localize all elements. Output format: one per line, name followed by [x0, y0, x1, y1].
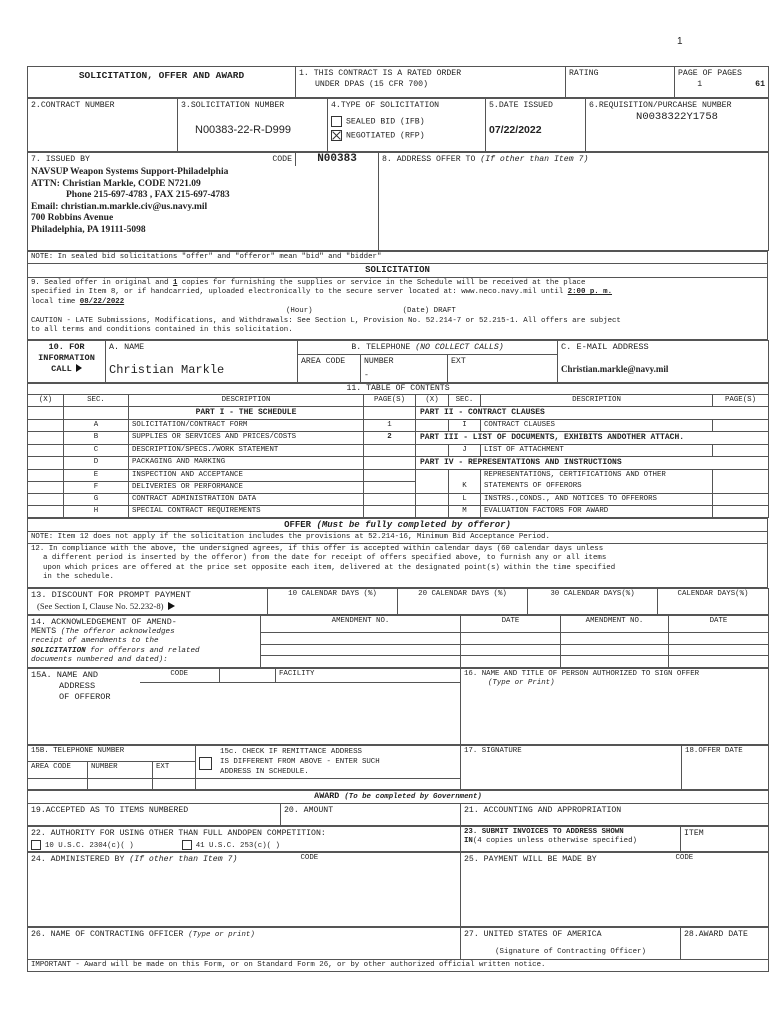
- item-9-text-3a: local time: [31, 297, 80, 306]
- item-9-text-1b: copies for furnishing the supplies or service in the Schedule will be received at the place: [177, 278, 586, 287]
- contact-name-cell: [106, 340, 298, 382]
- issued-by-line-3: Phone 215-697-4783 , FAX 215-697-4783: [66, 190, 230, 200]
- ack-amendments-cell: [28, 615, 261, 667]
- table-row: [28, 505, 769, 517]
- toc-sec: L: [449, 493, 481, 505]
- authorized-person-label: 16. NAME AND TITLE OF PERSON AUTHORIZED TO SIGN OFFER: [464, 669, 700, 678]
- code-label: CODE: [254, 153, 296, 167]
- award-section: [27, 790, 769, 826]
- item-9-text-1a: 9. Sealed offer in original and: [31, 278, 173, 287]
- toc-heading: 11. TABLE OF CONTENTS: [28, 383, 769, 394]
- email-label: C. E-MAIL ADDRESS: [561, 341, 649, 352]
- issued-by-line-5: 700 Robbins Avenue: [31, 213, 114, 223]
- toc-sec: C: [64, 444, 129, 456]
- discount-cell: [28, 588, 268, 614]
- issued-by-label: 7. ISSUED BY: [28, 153, 254, 167]
- remittance-cell: [196, 745, 461, 778]
- discount-20-days[interactable]: 20 CALENDAR DAYS (%): [398, 588, 528, 614]
- toc-desc: DESCRIPTION/SPECS./WORK STATEMENT: [129, 444, 364, 456]
- ack-line-2: MENTS: [31, 625, 57, 636]
- caution-line-2: to all terms and conditions contained in this solicitation.: [31, 326, 293, 335]
- important-note: IMPORTANT - Award will be made on this Form, or on Standard Form 26, or by other authorized official written notice.: [28, 960, 769, 972]
- submit-invoices-line-1: 23. SUBMIT INVOICES TO ADDRESS SHOWN: [464, 827, 624, 836]
- solicitation-heading: SOLICITATION: [28, 263, 768, 277]
- discount-row: [27, 588, 769, 615]
- toc-sec: F: [64, 481, 129, 493]
- authority-cell: [28, 826, 461, 852]
- toc-desc: INSTRS.,CONDS., AND NOTICES TO OFFERORS: [481, 493, 713, 505]
- table-of-contents: [27, 383, 769, 518]
- negotiated-label: NEGOTIATED (RFP): [346, 131, 425, 141]
- contracting-officer-label: 26. NAME OF CONTRACTING OFFICER: [31, 930, 184, 940]
- amendment-date-field[interactable]: [669, 633, 769, 644]
- offer-area-code-label: AREA CODE: [28, 762, 88, 779]
- administered-by-field[interactable]: [28, 867, 461, 927]
- caution-line-1: CAUTION - LATE Submissions, Modifications, and Withdrawals: See Section L, Provision No. 52.214-7 or 52.215-1. All offers are subject: [31, 316, 621, 325]
- toc-desc: SUPPLIES OR SERVICES AND PRICES/COSTS: [129, 431, 364, 444]
- issued-by-line-2: ATTN: Christian Markle, CODE N721.09: [31, 178, 201, 189]
- telephone-number-label: 15B. TELEPHONE NUMBER: [28, 745, 196, 762]
- ack-line-3: receipt of amendments to the: [31, 637, 159, 645]
- offeror-row: [27, 668, 769, 745]
- item-9-local-date: 08/22/2022: [79, 297, 125, 306]
- address-offer-label: 8. ADDRESS OFFER TO: [382, 155, 476, 164]
- sealed-bid-note: NOTE: In sealed bid solicitations "offer" and "offeror" mean "bid" and "bidder": [28, 251, 768, 263]
- toc-sec: K: [449, 481, 481, 493]
- for-info-line-2: INFORMATION: [38, 352, 95, 363]
- administered-by-cell: [28, 853, 298, 867]
- toc-col-x-2: (X): [416, 394, 449, 406]
- authorized-person-cell[interactable]: [461, 668, 769, 744]
- amendment-date-field[interactable]: [461, 656, 561, 667]
- area-code-field[interactable]: [28, 778, 88, 789]
- award-date-field[interactable]: 28.AWARD DATE: [681, 928, 769, 960]
- toc-desc: DELIVERIES OR PERFORMANCE: [129, 481, 364, 493]
- award-heading-note: (To be completed by Government): [344, 792, 482, 801]
- amendment-field[interactable]: [561, 656, 669, 667]
- amendment-date-field[interactable]: [669, 644, 769, 655]
- amendment-date-field[interactable]: [461, 633, 561, 644]
- toc-part-1: PART I - THE SCHEDULE: [129, 406, 364, 419]
- header-row: [27, 66, 769, 98]
- toc-col-sec: SEC.: [64, 394, 129, 406]
- toc-sec: H: [64, 505, 129, 517]
- ack-line-4a: SOLICITATION: [31, 646, 86, 655]
- toc-desc: CONTRACT ADMINISTRATION DATA: [129, 493, 364, 505]
- remittance-line-3: ADDRESS IN SCHEDULE.: [220, 767, 309, 776]
- amount-field[interactable]: 20. AMOUNT: [281, 803, 461, 825]
- toc-desc: SPECIAL CONTRACT REQUIREMENTS: [129, 505, 364, 517]
- table-row: [28, 419, 769, 431]
- amendment-date-field[interactable]: [669, 656, 769, 667]
- signature-field[interactable]: 17. SIGNATURE: [461, 745, 682, 789]
- toc-desc: STATEMENTS OF OFFERORS: [481, 481, 713, 493]
- usa-signature-note: (Signature of Contracting Officer): [495, 948, 646, 957]
- offer-date-field[interactable]: 18.OFFER DATE: [682, 745, 769, 789]
- pages-value: 61: [755, 80, 765, 89]
- usa-label: 27. UNITED STATES OF AMERICA: [464, 930, 602, 940]
- offeror-code-field[interactable]: [220, 668, 276, 682]
- toc-sec: D: [64, 456, 129, 469]
- contract-number-label: 2.CONTRACT NUMBER: [28, 99, 178, 152]
- rating-label: RATING: [566, 67, 675, 98]
- toc-sec: J: [449, 444, 481, 456]
- remittance-line-1: 15c. CHECK IF REMITTANCE ADDRESS: [220, 747, 362, 756]
- solicitation-type-cell: [328, 99, 486, 152]
- contact-name: Christian Markle: [109, 362, 225, 377]
- toc-desc: INSPECTION AND ACCEPTANCE: [129, 469, 364, 481]
- issued-by-line-4: Email: christian.m.markle.civ@us.navy.mil: [31, 201, 208, 212]
- toc-pages: 2: [364, 431, 416, 444]
- toc-sec: A: [64, 419, 129, 431]
- email-cell: [558, 340, 769, 382]
- authority-row: [27, 826, 769, 853]
- usc-41-label: 41 U.S.C. 253(c)( ): [195, 841, 280, 850]
- amendment-field[interactable]: [261, 644, 461, 655]
- amendment-field[interactable]: [261, 656, 461, 667]
- discount-ref: (See Section I, Clause No. 52.232-8): [37, 600, 164, 611]
- negotiated-checkbox[interactable]: [331, 130, 342, 141]
- solicitation-number-label: 3.SOLICITATION NUMBER: [181, 101, 285, 110]
- phone-number: -: [364, 370, 369, 380]
- offer-number-label: NUMBER: [88, 762, 153, 779]
- item-9-date-label: (Date) DRAFT: [402, 307, 456, 316]
- identifiers-row: [27, 98, 769, 152]
- discount-10-days[interactable]: 10 CALENDAR DAYS (%): [268, 588, 398, 614]
- award-heading-cell: [28, 790, 769, 803]
- solicitation-number: N00383-22-R-D999: [195, 124, 291, 136]
- requisition-number: N0038322Y1758: [636, 111, 718, 123]
- for-info-line-1: 10. FOR: [48, 341, 85, 352]
- sealed-bid-checkbox[interactable]: [331, 116, 342, 127]
- form-title: SOLICITATION, OFFER AND AWARD: [28, 67, 296, 98]
- toc-sec: B: [64, 431, 129, 444]
- administration-row: [27, 852, 769, 927]
- submit-invoices-cell: [461, 826, 681, 852]
- amendment-date-field[interactable]: [461, 644, 561, 655]
- remittance-checkbox[interactable]: [199, 757, 212, 770]
- usc-10-label: 10 U.S.C. 2304(c)( ): [45, 841, 134, 850]
- issued-by-code: N00383: [296, 153, 379, 167]
- usa-signature-cell[interactable]: [461, 928, 681, 960]
- offeror-label-3: OF OFFEROR: [59, 691, 111, 702]
- toc-desc: CONTRACT CLAUSES: [481, 419, 713, 431]
- solicitation-header: [27, 251, 768, 340]
- item-9-time: 2:00 p. m.: [567, 288, 613, 297]
- offeror-label-2: ADDRESS: [59, 680, 96, 691]
- ack-line-5: documents numbered and dated):: [31, 656, 168, 664]
- item-9-copies: 1: [172, 278, 178, 287]
- amendment-no-header: AMENDMENT NO.: [261, 615, 461, 633]
- remittance-line-2: IS DIFFERENT FROM ABOVE - ENTER SUCH: [220, 757, 380, 766]
- sf33-form: [27, 66, 768, 972]
- contact-name-label: A. NAME: [109, 341, 145, 352]
- administered-by-note: (If other than Item 7): [129, 855, 238, 865]
- solicitation-number-cell: [178, 99, 328, 152]
- offeror-code-label: CODE: [140, 668, 220, 682]
- toc-sec: I: [449, 419, 481, 431]
- toc-desc: EVALUATION FACTORS FOR AWARD: [481, 505, 713, 517]
- payment-field[interactable]: [461, 867, 769, 927]
- amendment-no-header-2: AMENDMENT NO.: [561, 615, 669, 633]
- telephone-label: B. TELEPHONE: [351, 342, 411, 352]
- ext-field[interactable]: [153, 778, 196, 789]
- submit-invoices-line-2: (4 copies unless otherwise specified): [472, 836, 637, 845]
- table-row: [28, 493, 769, 505]
- ack-line-2b: (The offeror acknowledges: [60, 627, 175, 636]
- toc-part-3: PART III - LIST OF DOCUMENTS, EXHIBITS ANDOTHER ATTACH.: [416, 431, 769, 444]
- table-row: [28, 431, 769, 444]
- amendment-field[interactable]: [261, 633, 461, 644]
- accounting-field[interactable]: 21. ACCOUNTING AND APPROPRIATION: [461, 803, 769, 825]
- submit-invoices-in: IN: [464, 836, 473, 845]
- sealed-bid-label: SEALED BID (IFB): [346, 117, 425, 127]
- amendment-field[interactable]: [561, 633, 669, 644]
- issued-by-row: [27, 152, 769, 251]
- amendment-field[interactable]: [561, 644, 669, 655]
- discount-30-days[interactable]: 30 CALENDAR DAYS(%): [528, 588, 658, 614]
- toc-sec: M: [449, 505, 481, 517]
- date-issued-label: 5.DATE ISSUED: [489, 101, 553, 110]
- toc-sec: G: [64, 493, 129, 505]
- issued-by-line-6: Philadelphia, PA 19111-5098: [31, 224, 146, 235]
- ack-line-4b: for offerors and related: [90, 646, 200, 655]
- amendment-date-header-2: DATE: [669, 615, 769, 633]
- offeror-label-1: 15A. NAME AND: [31, 669, 99, 680]
- issued-by-address: [28, 166, 379, 250]
- toc-col-pages: PAGE(S): [364, 394, 416, 406]
- solicitation-type-label: 4.TYPE OF SOLICITATION: [331, 101, 440, 110]
- item-field[interactable]: ITEM: [681, 826, 769, 852]
- requisition-cell: [586, 99, 769, 152]
- toc-pages: 1: [364, 419, 416, 431]
- toc-part-2: PART II - CONTRACT CLAUSES: [416, 406, 769, 419]
- item-12-line-3: upon which prices are offered at the price set opposite each item, delivered at the designated point(s) within the time specified: [43, 563, 616, 572]
- page-number: 1: [677, 36, 683, 47]
- rated-order-sub: UNDER DPAS (15 CFR 700): [315, 80, 429, 89]
- table-row: [28, 469, 769, 481]
- award-heading: AWARD: [314, 790, 340, 801]
- table-row: [28, 456, 769, 469]
- toc-desc: PACKAGING AND MARKING: [129, 456, 364, 469]
- payment-label: 25. PAYMENT WILL BE MADE BY: [461, 853, 673, 867]
- authorized-person-note: (Type or Print): [488, 678, 555, 687]
- address-offer-note: (If other than Item 7): [480, 155, 589, 164]
- table-row: [28, 481, 769, 493]
- no-collect-note: (NO COLLECT CALLS): [415, 342, 504, 352]
- offer-heading: OFFER: [284, 519, 312, 530]
- administered-by-label: 24. ADMINISTERED BY: [31, 855, 125, 865]
- date-issued: 07/22/2022: [489, 124, 542, 136]
- page-value: 1: [697, 80, 703, 89]
- page-of-pages-label: PAGE OF PAGES: [678, 69, 742, 78]
- toc-col-pages-2: PAGE(S): [713, 394, 769, 406]
- ack-line-1: 14. ACKNOWLEDGEMENT OF AMEND-: [31, 616, 177, 627]
- offeror-name-label-cell: [28, 668, 140, 744]
- offeror-address-field[interactable]: [140, 682, 461, 744]
- toc-sec: E: [64, 469, 129, 481]
- item-12-line-4: in the schedule.: [43, 573, 114, 581]
- usc-41-checkbox[interactable]: [182, 840, 192, 850]
- toc-desc: LIST OF ATTACHMENT: [481, 444, 713, 456]
- address-offer-cell: [379, 153, 769, 251]
- phone-number-label: NUMBER: [364, 356, 394, 366]
- phone-number-cell: [361, 354, 448, 382]
- discount-label: 13. DISCOUNT FOR PROMPT PAYMENT: [31, 589, 191, 600]
- requisition-label: 6.REQUISITION/PURCAHSE NUMBER: [589, 101, 732, 110]
- rated-order-label: 1. THIS CONTRACT IS A RATED ORDER: [299, 69, 462, 78]
- item-9-text-2a: specified in Item 8, or if handcarried, uploaded electronically to the secure server located at: www.neco.navy.mil until: [31, 288, 568, 297]
- arrow-right-icon: [168, 602, 175, 610]
- contracting-officer-note: (Type or print): [188, 931, 255, 940]
- telephone-label-cell: [298, 340, 558, 354]
- issued-by-line-1: NAVSUP Weapon Systems Support-Philadelphia: [31, 167, 229, 177]
- offer-heading-note: (Must be fully completed by offeror): [316, 519, 511, 530]
- item-9-hour-label: (Hour): [286, 307, 313, 316]
- toc-desc: SOLICITATION/CONTRACT FORM: [129, 419, 364, 431]
- toc-desc: REPRESENTATIONS, CERTIFICATIONS AND OTHER: [481, 469, 713, 481]
- administered-code-label: CODE: [298, 853, 461, 867]
- item-12-note: NOTE: Item 12 does not apply if the solicitation includes the provisions at 52.214-16, Minimum Bid Acceptance Period.: [28, 531, 768, 543]
- rated-order-cell: [296, 67, 566, 98]
- facility-label: FACILITY: [276, 668, 461, 682]
- contracting-officer-cell[interactable]: [28, 928, 461, 960]
- amendment-date-header: DATE: [461, 615, 561, 633]
- discount-calendar-days[interactable]: CALENDAR DAYS(%): [658, 588, 769, 614]
- telephone-row: [27, 745, 769, 790]
- page-of-pages-cell: [675, 67, 769, 98]
- offer-section: [27, 518, 768, 588]
- email-value: Christian.markle@navy.mil: [561, 363, 669, 374]
- toc-col-desc-2: DESCRIPTION: [481, 394, 713, 406]
- date-issued-cell: [486, 99, 586, 152]
- amendment-row: [27, 615, 769, 668]
- number-field[interactable]: [88, 778, 153, 789]
- item-10-row: [27, 340, 769, 383]
- item-9-cell: [28, 277, 768, 339]
- offer-ext-label: EXT: [153, 762, 196, 779]
- accepted-items-field[interactable]: 19.ACCEPTED AS TO ITEMS NUMBERED: [28, 803, 281, 825]
- for-information-cell: [28, 340, 106, 382]
- item-12-line-2: a different period is inserted by the offeror) from the date for receipt of offers specified above, to furnish any or all items: [43, 554, 607, 562]
- payment-code-label: CODE: [673, 853, 769, 867]
- area-code-label: AREA CODE: [298, 354, 361, 382]
- arrow-right-icon: [76, 364, 82, 372]
- ext-label: EXT: [448, 354, 558, 382]
- table-row: [28, 444, 769, 456]
- for-info-line-3: CALL: [51, 363, 72, 374]
- toc-part-4: PART IV - REPRESENTATIONS AND INSTRUCTIONS: [416, 456, 769, 469]
- item-12-line-1: 12. In compliance with the above, the undersigned agrees, if this offer is accepted within calendar days (60 calendar days unless: [31, 544, 604, 553]
- officer-row: [27, 927, 769, 972]
- item-12-cell: [28, 543, 768, 587]
- authority-label: 22. AUTHORITY FOR USING OTHER THAN FULL ANDOPEN COMPETITION:: [31, 828, 326, 838]
- offer-heading-cell: [28, 518, 768, 531]
- toc-col-desc: DESCRIPTION: [129, 394, 364, 406]
- usc-10-checkbox[interactable]: [31, 840, 41, 850]
- toc-col-x: (X): [28, 394, 64, 406]
- toc-col-sec-2: SEC.: [449, 394, 481, 406]
